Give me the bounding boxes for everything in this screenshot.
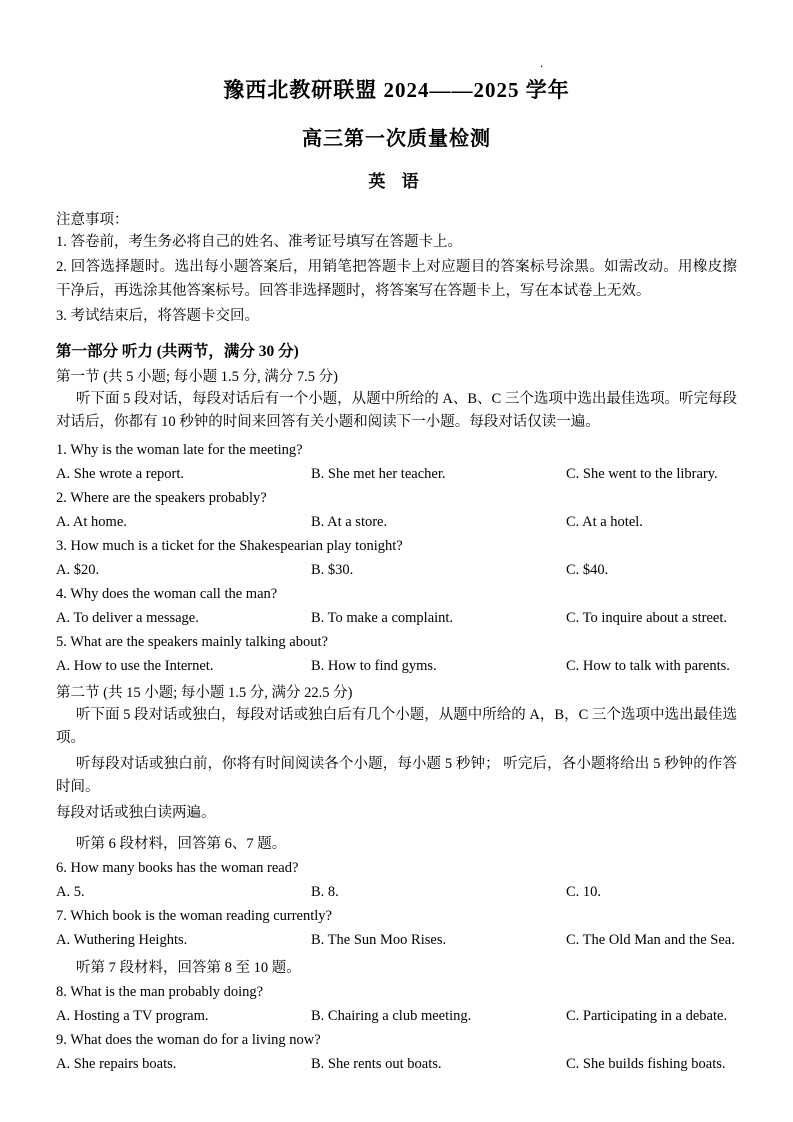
section-one-heading: 第一节 (共 5 小题; 每小题 1.5 分, 满分 7.5 分) xyxy=(56,368,338,385)
question-options xyxy=(56,658,737,675)
option-a[interactable]: A. At home. xyxy=(56,513,127,530)
question-options xyxy=(56,884,737,901)
option-b[interactable]: B. She met her teacher. xyxy=(311,465,446,482)
paper-title-subject: 英 语 xyxy=(368,172,425,191)
option-c[interactable]: C. She went to the library. xyxy=(566,465,718,482)
question-options xyxy=(56,1008,737,1025)
option-a[interactable]: A. $20. xyxy=(56,561,100,578)
corner-dot-mark: . xyxy=(540,55,544,70)
question-stem: 4. Why does the woman call the man? xyxy=(56,585,278,602)
question-stem: 6. How many books has the woman read? xyxy=(56,860,299,877)
option-c[interactable]: C. The Old Man and the Sea. xyxy=(566,932,735,949)
option-b[interactable]: B. How to find gyms. xyxy=(311,657,437,674)
option-c[interactable]: C. She builds fishing boats. xyxy=(566,1056,726,1073)
question-stem: 3. How much is a ticket for the Shakespearian play tonight? xyxy=(56,537,403,554)
listening-cue-8-10: 听第 7 段材料，回答第 8 至 10 题。 xyxy=(76,960,301,977)
section-two-instruction-line-2: 听每段对话或独白前，你将有时间阅读各个小题，每小题 5 秒钟； 听完后，各小题将给出 5 秒钟的作答时间。 xyxy=(56,755,737,796)
question-options xyxy=(56,1056,737,1073)
option-a[interactable]: A. She wrote a report. xyxy=(56,465,185,482)
listening-cue-6-7: 听第 6 段材料，回答第 6、7 题。 xyxy=(76,836,287,853)
question-options xyxy=(56,562,737,579)
option-b[interactable]: B. She rents out boats. xyxy=(311,1056,442,1073)
question-stem: 7. Which book is the woman reading currently? xyxy=(56,908,332,925)
part-one-heading: 第一部分 听力 (共两节，满分 30 分) xyxy=(56,342,299,360)
question-options xyxy=(56,610,737,627)
section-two-instruction-line-3: 每段对话或独白读两遍。 xyxy=(56,804,216,821)
option-b[interactable]: B. $30. xyxy=(311,561,354,578)
option-c[interactable]: C. 10. xyxy=(566,884,602,901)
question-stem: 9. What does the woman do for a living now? xyxy=(56,1032,321,1049)
option-c[interactable]: C. At a hotel. xyxy=(566,513,643,530)
option-c[interactable]: C. $40. xyxy=(566,561,609,578)
option-b[interactable]: B. Chairing a club meeting. xyxy=(311,1008,472,1025)
question-options xyxy=(56,932,737,949)
option-a[interactable]: A. 5. xyxy=(56,884,85,901)
option-a[interactable]: A. How to use the Internet. xyxy=(56,657,214,674)
question-stem: 8. What is the man probably doing? xyxy=(56,984,264,1001)
section-two-heading: 第二节 (共 15 小题; 每小题 1.5 分, 满分 22.5 分) xyxy=(56,684,353,701)
option-b[interactable]: B. At a store. xyxy=(311,513,388,530)
option-a[interactable]: A. She repairs boats. xyxy=(56,1056,177,1073)
question-stem: 1. Why is the woman late for the meeting? xyxy=(56,441,303,458)
option-c[interactable]: C. To inquire about a street. xyxy=(566,609,728,626)
notice-item-2: 2. 回答选择题时。选出每小题答案后，用销笔把答题卡上对应题目的答案标号涂黑。如需改动。用橡皮擦干净后，再选涂其他答案标号。回答非选择题时，将答案写在答题卡上，写在本试卷上无效。 xyxy=(56,259,737,299)
notice-item-3: 3. 考试结束后，将答题卡交回。 xyxy=(56,308,259,325)
option-b[interactable]: B. The Sun Moo Rises. xyxy=(311,932,447,949)
option-a[interactable]: A. Hosting a TV program. xyxy=(56,1008,209,1025)
paper-title-school-year: 豫西北教研联盟 2024——2025 学年 xyxy=(223,78,570,102)
notice-heading: 注意事项： xyxy=(56,212,129,228)
option-c[interactable]: C. Participating in a debate. xyxy=(566,1008,728,1025)
section-one-instruction: 听下面 5 段对话，每段对话后有一个小题，从题中所给的 A、B、C 三个选项中选出最佳选项。听完每段对话后，你都有 10 秒钟的时间来回答有关小题和阅读下一小题。每段对话仅读一遍。 xyxy=(56,390,737,431)
question-stem: 5. What are the speakers mainly talking about? xyxy=(56,633,328,650)
paper-title-exam-name: 高三第一次质量检测 xyxy=(302,128,491,150)
option-b[interactable]: B. To make a complaint. xyxy=(311,609,454,626)
option-c[interactable]: C. How to talk with parents. xyxy=(566,657,730,674)
question-stem: 2. Where are the speakers probably? xyxy=(56,489,267,506)
option-b[interactable]: B. 8. xyxy=(311,884,339,901)
option-a[interactable]: A. To deliver a message. xyxy=(56,609,199,626)
question-options xyxy=(56,466,737,483)
question-options xyxy=(56,514,737,531)
notice-item-1: 1. 答卷前，考生务必将自己的姓名、准考证号填写在答题卡上。 xyxy=(56,234,462,250)
section-two-instruction-line-1: 听下面 5 段对话或独白，每段对话或独白后有几个小题，从题中所给的 A，B，C 三个选项中选出最佳选项。 xyxy=(56,706,737,747)
option-a[interactable]: A. Wuthering Heights. xyxy=(56,932,188,949)
